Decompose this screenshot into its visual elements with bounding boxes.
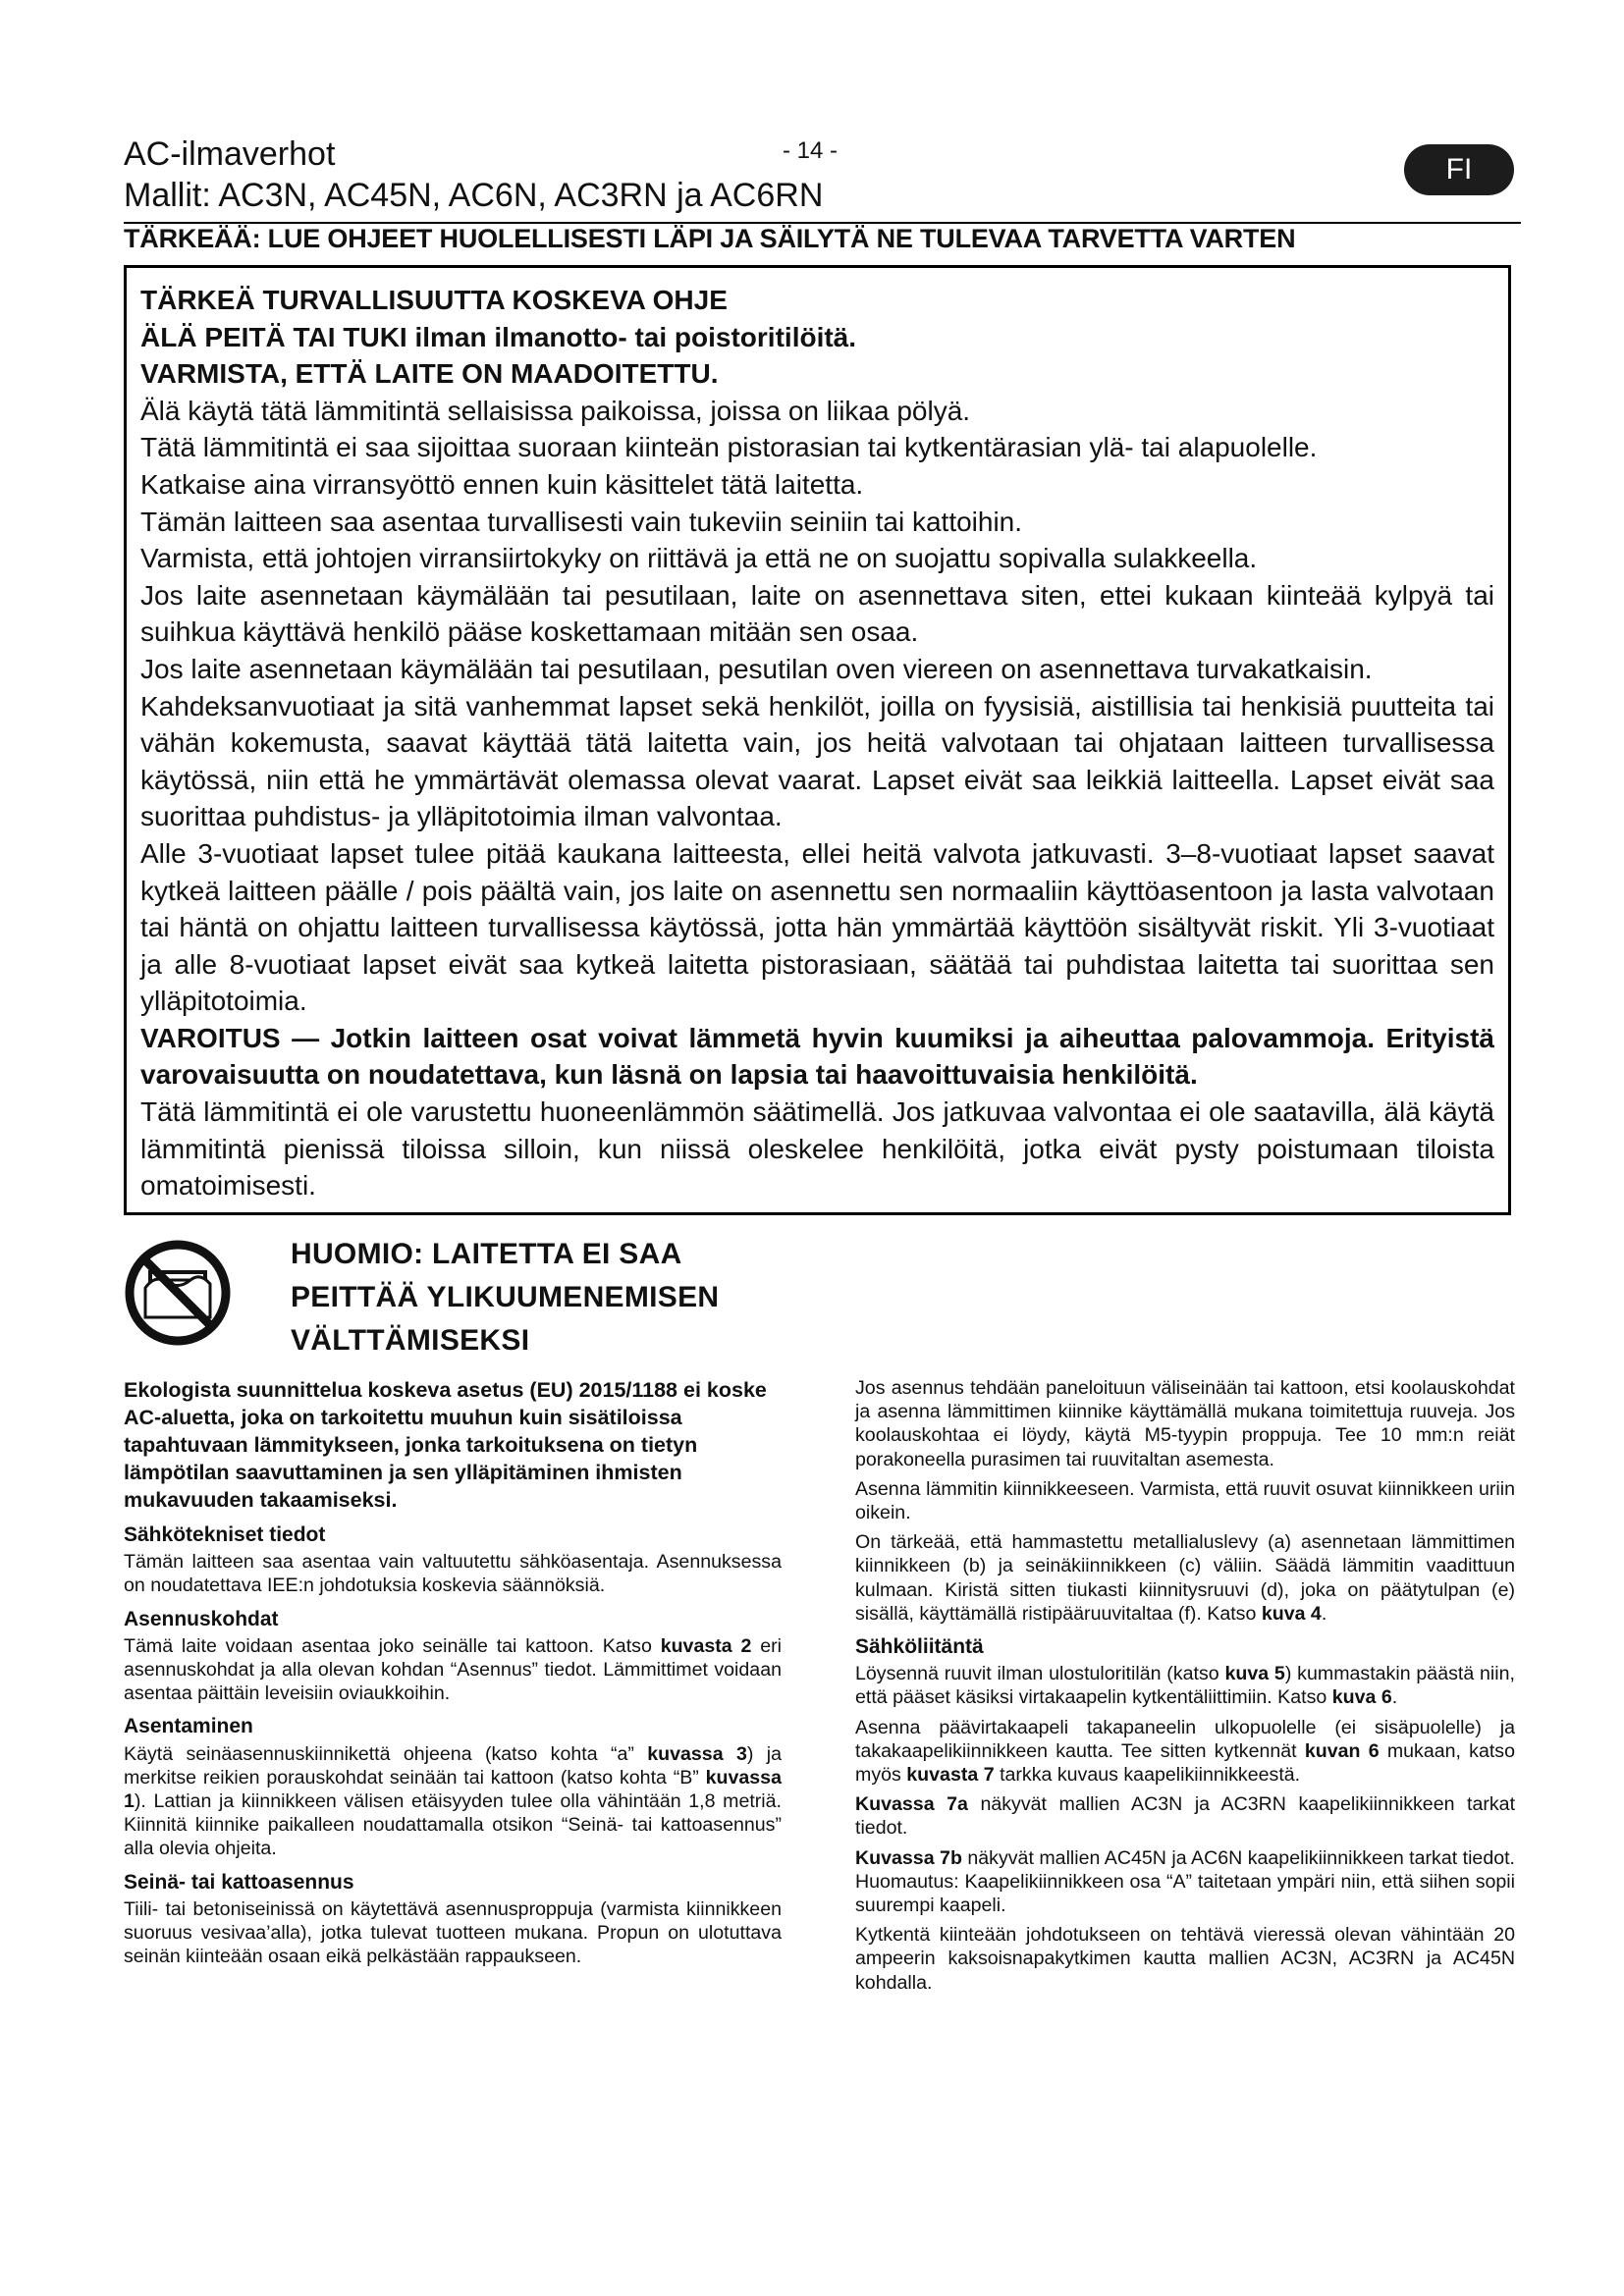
section-paragraph: Tämän laitteen saa asentaa vain valtuutettu sähköasentaja. Asennuksessa on noudatettava IEE:n johdotuksia koskevia säännöksiä. <box>124 1551 782 1597</box>
section-paragraph: Kuvassa 7a näkyvät mallien AC3N ja AC3RN kaapelikiinnikkeen tarkat tiedot. <box>855 1793 1516 1840</box>
section-paragraph: Kytkentä kiinteään johdotukseen on tehtävä vieressä olevan vähintään 20 ampeerin kaksoisnapakytkimen kautta mallien AC3N, AC3RN ja AC45N kohdalla. <box>855 1924 1515 1994</box>
safety-paragraph: Tätä lämmitintä ei saa sijoittaa suoraan kiinteän pistorasian tai kytkentärasian ylä- tai alapuolelle. <box>140 432 1318 463</box>
section-paragraph: Tämä laite voidaan asentaa joko seinälle tai kattoon. Katso kuvasta 2 eri asennuskohdat ja alla olevan kohdan “Asennus” tiedot. Lämmittimet voidaan asentaa päittäin leveisiin oviaukkoihin. <box>124 1634 782 1705</box>
model-list: Mallit: AC3N, AC45N, AC6N, AC3RN ja AC6RN <box>124 177 824 214</box>
overheating-notice <box>291 1233 801 1362</box>
safety-paragraph: Katkaise aina virransyöttö ennen kuin käsittelet tätä laitetta. <box>140 468 864 500</box>
safety-paragraph: Tätä lämmitintä ei ole varustettu huoneenlämmön säätimellä. Jos jatkuvaa valvontaa ei ole saatavilla, älä käytä lämmitintä pienissä tiloissa silloin, kun niissä oleskelee henkilöitä, jotka eivät pysty poistumaan tiloista omatoimisesti. <box>140 1096 1494 1201</box>
safety-paragraph: Jos laite asennetaan käymälään tai pesutilaan, laite on asennettava siten, ettei kukaan kiinteää kylpyä tai suihkua käyttävä henkilö pääse koskettamaan mitään sen osaa. <box>140 579 1494 648</box>
language-badge: FI <box>1404 144 1514 195</box>
safety-bold-vents: ÄLÄ PEITÄ TAI TUKI ilman ilmanotto- tai poistoritilöitä. <box>140 321 857 352</box>
safety-bold-earthed: VARMISTA, ETTÄ LAITE ON MAADOITETTU. <box>140 358 719 390</box>
safety-heading: TÄRKEÄ TURVALLISUUTTA KOSKEVA OHJE <box>140 285 728 315</box>
section-paragraph: Asenna päävirtakaapeli takapaneelin ulkopuolelle (ei sisäpuolelle) ja takakaapelikiinnikkeen kautta. Tee sitten kytkennät kuvan 6 mukaan, katso myös kuvasta 7 tarkka kuvaus kaapelikiinnikkeestä. <box>855 1716 1515 1787</box>
section-paragraph: Tiili- tai betoniseinissä on käytettävä asennusproppuja (varmista kiinnikkeen suoruus vesivaa’alla), jotka tulevat tuotteen mukana. Propun on ulotuttava seinän kiinteään osaan eikä pelkästään rappaukseen. <box>124 1897 782 1968</box>
safety-paragraph: Kahdeksanvuotiaat ja sitä vanhemmat lapset sekä henkilöt, joilla on fyysisiä, aistillisia tai henkisiä puutteita tai vähän kokemusta, saavat käyttää tätä laitetta vain, jos heitä valvotaan tai ohjataan laitteen turvallisessa käytössä, niin että he ymmärtävät olemassa olevat vaarat. Lapset eivät saa leikkiä laitteella. Lapset eivät saa suorittaa puhdistus- ja ylläpitotoimia ilman valvontaa. <box>140 690 1494 832</box>
section-heading: Sähköliitäntä <box>855 1635 984 1659</box>
safety-instructions-box <box>124 265 1511 1215</box>
safety-paragraph: Alle 3-vuotiaat lapset tulee pitää kaukana laitteesta, ellei heitä valvota jatkuvasti. 3–8-vuotiaat lapset saavat kytkeä laitteen päälle / pois päältä vain, jos laite on asennettu sen normaaliin käyttöasentoon ja lasta valvotaan tai häntä on ohjattu laitteen turvallisessa käytössä, jotta hän ymmärtää käyttöön sisältyvät riskit. Yli 3-vuotiaat ja alle 8-vuotiaat lapset eivät saa kytkeä laitetta pistorasiaan, säätää tai puhdistaa laitetta tai suorittaa sen ylläpitotoimia. <box>140 837 1494 1017</box>
safety-paragraph: Tämän laitteen saa asentaa turvallisesti vain tukeviin seiniin tai kattoihin. <box>140 506 1023 537</box>
section-paragraph: Asenna lämmitin kiinnikkeeseen. Varmista, että ruuvit osuvat kiinnikkeen uriin oikein. <box>855 1477 1515 1524</box>
section-heading: Seinä- tai kattoasennus <box>124 1870 354 1894</box>
do-not-cover-icon <box>124 1239 232 1347</box>
section-paragraph: On tärkeää, että hammastettu metallialuslevy (a) asennetaan lämmittimen kiinnikkeen (b) ja seinäkiinnikkeen (c) väliin. Säädä lämmitin vaadittuun kulmaan. Kiristä sitten tiukasti kiinnitysruuvi (d), joka on päätytulpan (e) sisällä, käyttämällä ristipääruuvitaltaa (f). Katso kuva 4. <box>855 1531 1515 1625</box>
left-column <box>124 1376 782 1974</box>
ecodesign-note: Ekologista suunnittelua koskeva asetus (EU) 2015/1188 ei koske AC-aluetta, joka on tarkoitettu muuhun kuin sisätiloissa tapahtuvaan lämmitykseen, jonka tarkoituksena on tietyn lämpötilan saavuttaminen ja sen ylläpitäminen ihmisten mukavuuden takaamiseksi. <box>124 1378 767 1512</box>
section-heading: Asennuskohdat <box>124 1607 279 1630</box>
important-banner: TÄRKEÄÄ: LUE OHJEET HUOLELLISESTI LÄPI JA SÄILYTÄ NE TULEVAA TARVETTA VARTEN <box>124 224 1296 253</box>
section-heading: Sähkötekniset tiedot <box>124 1523 326 1546</box>
page-number: - 14 - <box>783 137 839 164</box>
document-title: AC-ilmaverhot <box>124 135 336 173</box>
safety-paragraph: Älä käytä tätä lämmitintä sellaisissa paikoissa, joissa on liikaa pölyä. <box>140 395 971 426</box>
right-column <box>855 1376 1515 2001</box>
notice-line: PEITTÄÄ YLIKUUMENEMISEN <box>291 1281 720 1313</box>
notice-line: HUOMIO: LAITETTA EI SAA <box>291 1238 682 1270</box>
safety-warning: VAROITUS — Jotkin laitteen osat voivat lämmetä hyvin kuumiksi ja aiheuttaa palovammoja. Erityistä varovaisuutta on noudatettava, kun läsnä on lapsia tai haavoittuvaisia henkilöitä. <box>140 1022 1494 1091</box>
safety-paragraph: Varmista, että johtojen virransiirtokyky on riittävä ja että ne on suojattu sopivalla sulakkeella. <box>140 543 1258 574</box>
section-paragraph: Käytä seinäasennuskiinnikettä ohjeena (katso kohta “a” kuvassa 3) ja merkitse reikien porauskohdat seinään tai kattoon (katso kohta “B” kuvassa 1). Lattian ja kiinnikkeen välisen etäisyyden tulee olla vähintään 1,8 metriä. Kiinnitä kiinnike paikalleen noudattamalla otsikon “Seinä- tai kattoasennus” alla olevia ohjeita. <box>124 1742 782 1860</box>
section-paragraph: Jos asennus tehdään paneloituun väliseinään tai kattoon, etsi koolauskohdat ja asenna lämmittimen kiinnike käyttämällä mukana toimitettuja ruuveja. Jos koolauskohtaa ei löydy, käytä M5-tyypin proppuja. Tee 10 mm:n reiät porakoneella purasimen tai ruuvitaltan asemesta. <box>855 1377 1515 1470</box>
section-paragraph: Löysennä ruuvit ilman ulostuloritilän (katso kuva 5) kummastakin päästä niin, että pääset käsiksi virtakaapelin kytkentäliittimiin. Katso kuva 6. <box>855 1663 1515 1709</box>
section-heading: Asentaminen <box>124 1715 253 1738</box>
notice-line: VÄLTTÄMISEKSI <box>291 1324 530 1357</box>
safety-paragraph: Jos laite asennetaan käymälään tai pesutilaan, pesutilan oven viereen on asennettava turvakatkaisin. <box>140 653 1373 684</box>
section-paragraph: Kuvassa 7b näkyvät mallien AC45N ja AC6N kaapelikiinnikkeen tarkat tiedot. Huomautus: Kaapelikiinnikkeen osa “A” taitetaan ympäri niin, että siihen sopii suurempi kaapeli. <box>855 1846 1516 1917</box>
